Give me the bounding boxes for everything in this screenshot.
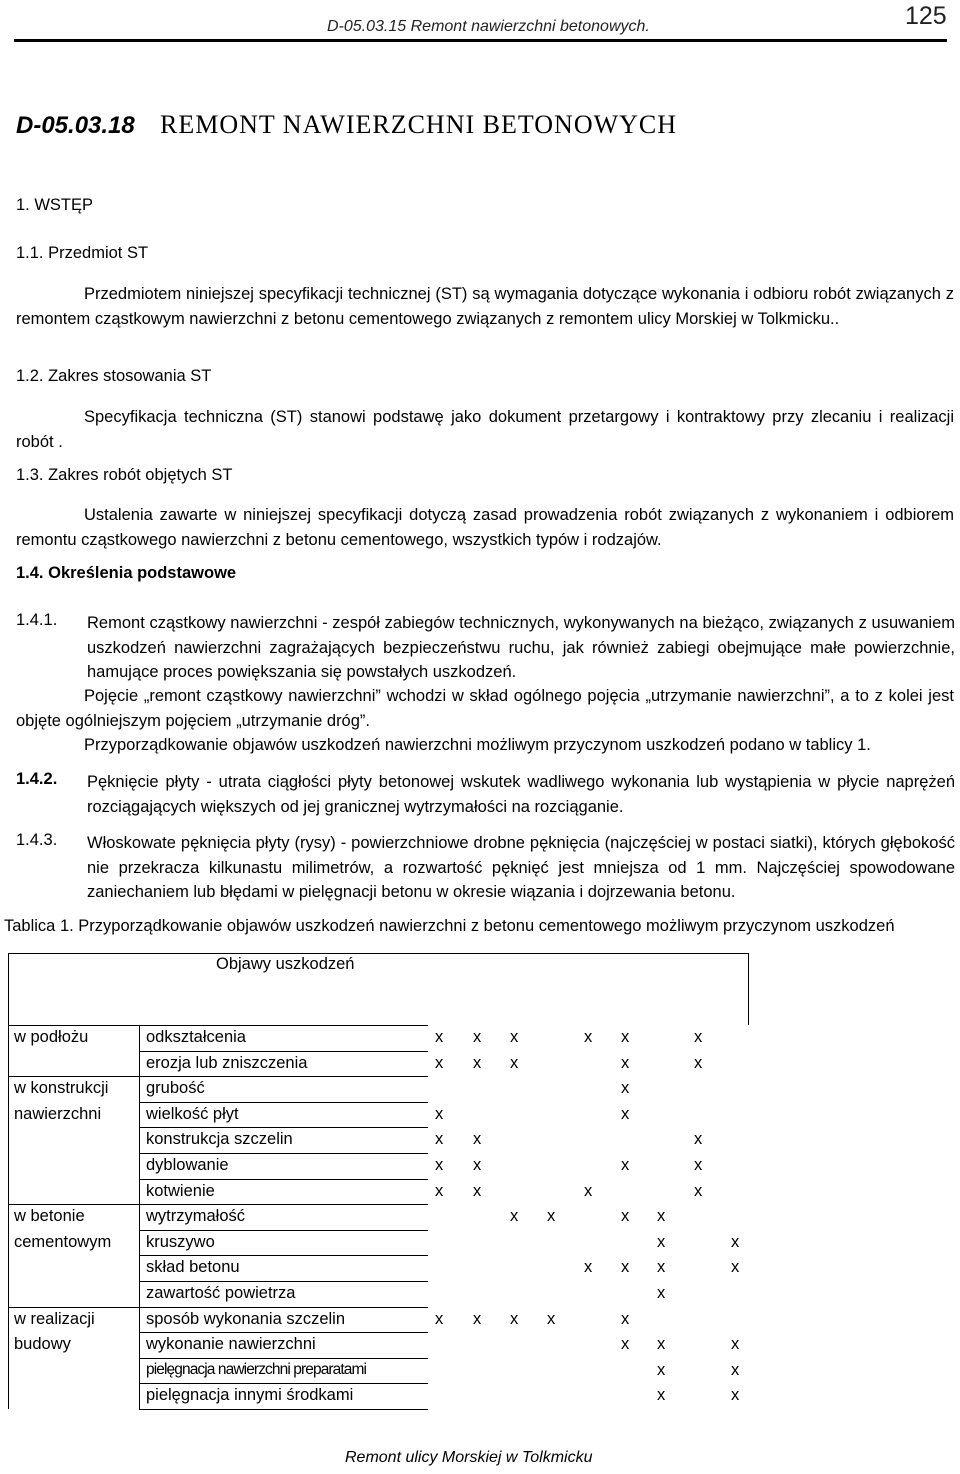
section-1-3-text <box>16 503 954 552</box>
table-cell-mark: x <box>473 1053 482 1072</box>
group-label: w konstrukcji <box>14 1079 109 1098</box>
table-cell-mark: x <box>694 1028 703 1046</box>
table-row-rule <box>139 1153 428 1154</box>
table-cell-mark: x <box>694 1181 703 1200</box>
section-1-2-text <box>16 405 954 454</box>
table-cell-mark: x <box>694 1156 703 1174</box>
definition-number: 1.4.1. <box>16 611 58 629</box>
table-cell-mark: x <box>510 1053 519 1072</box>
table-cell-cause: skład betonu <box>146 1258 240 1277</box>
section-1-1-text <box>16 282 954 331</box>
table-row-rule <box>139 1076 428 1077</box>
section-1-4-heading: 1.4. Określenia podstawowe <box>16 564 237 582</box>
table-row-rule <box>139 1307 428 1308</box>
table-cell-mark: x <box>473 1130 482 1149</box>
definition-text: Pęknięcie płyty - utrata ciągłości płyty betonowej wskutek wadliwego wykonania lub wystąpienia w płycie naprężeń rozciągających większych od jej granicznej wytrzymałości na rozciąganie. <box>87 773 955 816</box>
table-cell-mark: x <box>657 1284 666 1302</box>
table-cell-mark: x <box>435 1130 444 1149</box>
table-bottom-rule <box>139 1409 428 1410</box>
table-row-rule <box>139 1127 428 1128</box>
table-cell-mark: x <box>657 1207 666 1226</box>
table-cell-mark: x <box>657 1232 666 1251</box>
table-cell-mark: x <box>731 1335 740 1354</box>
document-code: D-05.03.18 <box>16 112 135 139</box>
table-cell-cause: wykonanie nawierzchni <box>146 1335 316 1354</box>
group-label-line-2: budowy <box>14 1335 71 1354</box>
table-cell-mark: x <box>621 1104 630 1123</box>
group-label: w podłożu <box>14 1028 89 1046</box>
table-cell-mark: x <box>694 1053 703 1072</box>
table-cell-cause: wielkość płyt <box>146 1104 239 1123</box>
section-1-2-body: Specyfikacja techniczna (ST) stanowi podstawę jako dokument przetargowy i kontraktowy przy zlecaniu i realizacji robót . <box>16 408 954 451</box>
running-header-title: D-05.03.15 Remont nawierzchni betonowych. <box>327 18 650 35</box>
table-top-rule <box>8 953 748 954</box>
table-cell-mark: x <box>435 1181 444 1200</box>
table-cell-mark: x <box>547 1309 556 1328</box>
table-row-rule <box>139 1051 428 1052</box>
definition-number: 1.4.3. <box>16 831 58 849</box>
definition-text: Remont cząstkowy nawierzchni - zespół zabiegów technicznych, wykonywanych na bieżąco, związanych z usuwaniem uszkodzeń nawierzchni zagrażających bezpieczeństwu ruchu, jak również zabiegi obejmujące małe powierzchnie, hamujące proces powiększania się powstałych uszkodzeń. <box>87 614 955 681</box>
section-1-2-heading: 1.2. Zakres stosowania ST <box>16 367 212 385</box>
table-caption: Tablica 1. Przyporządkowanie objawów uszkodzeń nawierzchni z betonu cementowego możliwym przyczynom uszkodzeń <box>4 917 895 935</box>
table-cell-mark: x <box>731 1360 740 1379</box>
definition-1-4-2 <box>16 770 956 820</box>
table-cell-cause: grubość <box>146 1079 205 1098</box>
table-cell-mark: x <box>473 1181 482 1200</box>
definition-1-4-1 <box>16 611 956 685</box>
table-group-rule <box>8 1076 139 1077</box>
table-cell-mark: x <box>657 1360 666 1379</box>
table-cell-cause: pielęgnacja innymi środkami <box>146 1386 354 1405</box>
table-cell-mark: x <box>621 1053 630 1072</box>
paragraph-pojecie-body: Pojęcie „remont cząstkowy nawierzchni” wchodzi w skład ogólnego pojęcia „utrzymanie nawierzchni”, a to z kolei jest objęte ogólniejszym pojęciem „utrzymanie dróg”. <box>16 687 954 730</box>
table-cell-mark: x <box>657 1386 666 1405</box>
table-cell-mark: x <box>731 1232 740 1251</box>
table-cell-mark: x <box>731 1386 740 1405</box>
header-rule <box>14 39 947 42</box>
table-group-rule <box>8 1025 139 1026</box>
table-cell-mark: x <box>473 1156 482 1174</box>
table-row-rule <box>139 1025 428 1026</box>
table-column-divider <box>139 1025 140 1409</box>
table-cell-cause: kruszywo <box>146 1232 215 1251</box>
table-cell-cause: erozja lub zniszczenia <box>146 1053 308 1072</box>
table-cell-cause: pielęgnacja nawierzchni preparatami <box>146 1360 367 1378</box>
table-cell-cause: dyblowanie <box>146 1156 229 1174</box>
paragraph-przyporzadkowanie <box>16 733 954 758</box>
table-cell-cause: kotwienie <box>146 1181 215 1200</box>
table-cell-cause: konstrukcja szczelin <box>146 1130 293 1149</box>
table-cell-mark: x <box>621 1335 630 1354</box>
table-cell-mark: x <box>621 1258 630 1277</box>
table-cell-mark: x <box>510 1309 519 1328</box>
group-label-line-2: cementowym <box>14 1232 112 1251</box>
section-1-3-heading: 1.3. Zakres robót objętych ST <box>16 466 233 484</box>
table-row-rule <box>139 1102 428 1103</box>
definition-number: 1.4.2. <box>16 770 58 788</box>
table-cell-mark: x <box>510 1207 519 1226</box>
table-row-rule <box>139 1332 428 1333</box>
section-intro-heading: 1. WSTĘP <box>16 196 94 214</box>
table-border-left <box>8 953 9 1409</box>
table-cell-mark: x <box>547 1207 556 1226</box>
table-cell-mark: x <box>694 1130 703 1149</box>
table-cell-mark: x <box>657 1258 666 1277</box>
table-cell-mark: x <box>473 1028 482 1046</box>
table-row-rule <box>139 1204 428 1205</box>
table-row-rule <box>139 1179 428 1180</box>
table-1 <box>8 953 748 1411</box>
definition-text: Włoskowate pęknięcia płyty (rysy) - powierzchniowe drobne pęknięcia (najczęściej w postaci siatki), których głębokość nie przekracza kilkunastu milimetrów, a rozwartość pęknięć jest mniejsza od 1 mm. Najczęściej spowodowane zaniechaniem lub błędami w pielęgnacji betonu w okresie wiązania i dojrzewania betonu. <box>87 834 955 901</box>
table-cell-mark: x <box>435 1053 444 1072</box>
table-cell-mark: x <box>621 1309 630 1328</box>
paragraph-pojecie <box>16 684 954 733</box>
paragraph-przyporzadkowanie-body: Przyporządkowanie objawów uszkodzeń nawierzchni możliwym przyczynom uszkodzeń podano w tablicy 1. <box>84 736 871 754</box>
table-cell-cause: sposób wykonania szczelin <box>146 1309 346 1328</box>
group-label: w realizacji <box>14 1309 95 1328</box>
table-cell-mark: x <box>510 1028 519 1046</box>
table-cell-mark: x <box>731 1258 740 1277</box>
table-cell-mark: x <box>621 1156 630 1174</box>
section-1-1-heading: 1.1. Przedmiot ST <box>16 244 149 262</box>
table-cell-mark: x <box>584 1028 593 1046</box>
table-cell-mark: x <box>435 1028 444 1046</box>
page-footer: Remont ulicy Morskiej w Tolkmicku <box>345 1449 593 1466</box>
table-cell-cause: wytrzymałość <box>146 1207 246 1226</box>
table-border-right <box>748 953 749 1025</box>
table-cell-cause: odkształcenia <box>146 1028 246 1046</box>
section-1-3-body: Ustalenia zawarte w niniejszej specyfikacji dotyczą zasad prowadzenia robót związanych z wykonaniem i odbiorem remontu cząstkowego nawierzchni z betonu cementowego, wszystkich typów i rodzajów. <box>16 506 954 549</box>
table-cell-mark: x <box>621 1028 630 1046</box>
table-cell-cause: zawartość powietrza <box>146 1284 296 1302</box>
table-cell-mark: x <box>473 1309 482 1328</box>
section-1-1-body: Przedmiotem niniejszej specyfikacji technicznej (ST) są wymagania dotyczące wykonania i odbioru robót związanych z remontem cząstkowym nawierzchni z betonu cementowego związanych z remontem ulicy Morskiej w Tolkmicku.. <box>16 285 954 328</box>
table-cell-mark: x <box>435 1156 444 1174</box>
table-row-rule <box>139 1281 428 1282</box>
table-group-rule <box>8 1307 139 1308</box>
table-cell-mark: x <box>584 1258 593 1277</box>
table-cell-mark: x <box>657 1335 666 1354</box>
table-row-rule <box>139 1255 428 1256</box>
definition-1-4-3 <box>16 831 956 905</box>
group-label: w betonie <box>14 1207 85 1226</box>
table-cell-mark: x <box>621 1207 630 1226</box>
table-row-rule <box>139 1230 428 1231</box>
document-title: REMONT NAWIERZCHNI BETONOWYCH <box>160 110 678 139</box>
group-label-line-2: nawierzchni <box>14 1104 102 1123</box>
table-cell-mark: x <box>435 1309 444 1328</box>
table-cell-mark: x <box>621 1079 630 1098</box>
table-row-rule <box>139 1383 428 1384</box>
table-cell-mark: x <box>435 1104 444 1123</box>
table-group-rule <box>8 1204 139 1205</box>
page-number: 125 <box>905 2 947 30</box>
table-row-rule <box>139 1358 428 1359</box>
table-cell-mark: x <box>584 1181 593 1200</box>
table-header: Objawy uszkodzeń <box>216 955 355 973</box>
